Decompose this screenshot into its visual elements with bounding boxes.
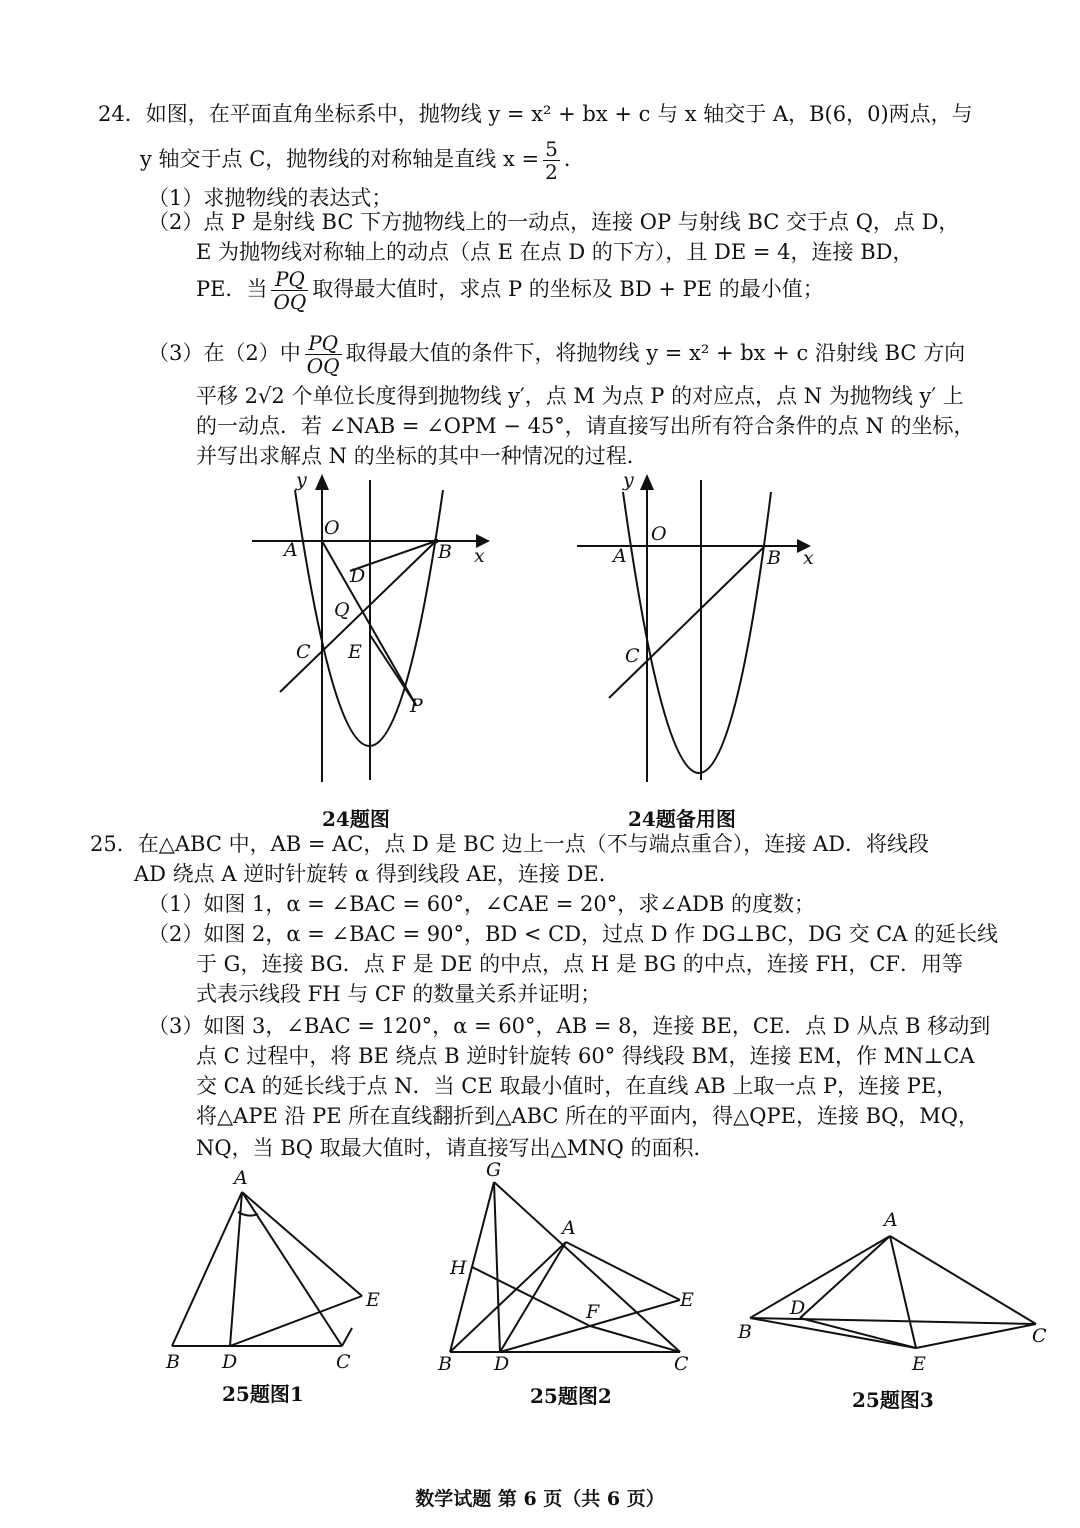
label-d: D bbox=[790, 1297, 806, 1319]
fraction-numerator: PQ bbox=[305, 332, 342, 355]
segment-ae bbox=[242, 1192, 362, 1296]
y-axis-arrow bbox=[315, 474, 329, 490]
fraction-pq-over-oq bbox=[271, 268, 308, 313]
q24-backup-figure-caption: 24题备用图 bbox=[628, 807, 736, 831]
label-o: O bbox=[651, 523, 667, 545]
label-d: D bbox=[494, 1353, 510, 1375]
q24-figure-backup bbox=[565, 470, 865, 790]
segment-ce bbox=[342, 1328, 352, 1346]
q25-figure-1 bbox=[160, 1167, 390, 1373]
q25-figure-3-caption: 25题图3 bbox=[852, 1388, 934, 1412]
q24-stem-line2 bbox=[140, 138, 585, 183]
q25-part3-line2: 点 C 过程中，将 BE 绕点 B 逆时针旋转 60° 得线段 BM，连接 EM，作 MN⊥CA bbox=[196, 1044, 975, 1068]
label-e: E bbox=[348, 641, 362, 663]
label-a: A bbox=[613, 545, 627, 567]
q25-part2-line3: 式表示线段 FH 与 CF 的数量关系并证明； bbox=[196, 982, 602, 1006]
label-a: A bbox=[562, 1217, 576, 1239]
q24-part3-line4: 并写出求解点 N 的坐标的其中一种情况的过程． bbox=[196, 444, 648, 468]
segment-ae bbox=[890, 1236, 916, 1348]
label-a: A bbox=[884, 1209, 898, 1231]
fraction-pq-over-oq bbox=[305, 332, 342, 377]
q24-part1: （1）求抛物线的表达式； bbox=[148, 186, 393, 210]
fraction-denominator: 2 bbox=[545, 160, 558, 184]
label-a: A bbox=[234, 1167, 248, 1189]
segment-ac bbox=[890, 1236, 1036, 1324]
segment-de bbox=[800, 1318, 916, 1348]
segment-ce bbox=[916, 1324, 1036, 1348]
q25-figure-2-caption: 25题图2 bbox=[530, 1384, 612, 1408]
q24-part2-line2: E 为抛物线对称轴上的动点（点 E 在点 D 的下方），且 DE = 4，连接 BD， bbox=[196, 240, 914, 264]
segment-ad bbox=[800, 1236, 890, 1318]
segment-be bbox=[750, 1318, 916, 1348]
fraction-numerator: 5 bbox=[545, 137, 558, 161]
q25-part3-line5: NQ，当 BQ 取最大值时，请直接写出△MNQ 的面积． bbox=[196, 1136, 715, 1160]
parabola bbox=[623, 492, 771, 773]
q25-figure-2 bbox=[434, 1160, 704, 1380]
q24-part3-line1 bbox=[148, 332, 965, 377]
label-e: E bbox=[912, 1353, 926, 1375]
q24-stem-line1: 24．如图，在平面直角坐标系中，抛物线 y = x² + bx + c 与 x 轴交于 A，B(6，0)两点，与 bbox=[98, 102, 973, 126]
q25-part3-line4: 将△APE 沿 PE 所在直线翻折到△ABC 所在的平面内，得△QPE，连接 BQ，MQ， bbox=[196, 1104, 980, 1128]
segment-gd bbox=[494, 1182, 500, 1352]
label-b: B bbox=[438, 1353, 452, 1375]
fraction-5-over-2 bbox=[543, 138, 560, 183]
q24-part3-line3: 的一动点．若 ∠NAB = ∠OPM − 45°，请直接写出所有符合条件的点 N 的坐标， bbox=[196, 414, 975, 438]
label-y: y bbox=[296, 469, 307, 491]
q25-figure-1-caption: 25题图1 bbox=[222, 1382, 304, 1406]
label-b: B bbox=[738, 1321, 752, 1343]
q25-part3-line1: （3）如图 3，∠BAC = 120°，α = 60°，AB = 8，连接 BE，CE．点 D 从点 B 移动到 bbox=[148, 1014, 991, 1038]
segment-ae bbox=[566, 1242, 680, 1300]
label-e: E bbox=[680, 1289, 694, 1311]
q25-stem-line1: 25．在△ABC 中，AB = AC，点 D 是 BC 边上一点（不与端点重合），连接 AD．将线段 bbox=[90, 832, 929, 856]
line-bc bbox=[280, 541, 436, 692]
q25-part1: （1）如图 1，α = ∠BAC = 60°，∠CAE = 20°，求∠ADB 的度数； bbox=[148, 892, 815, 916]
label-b: B bbox=[166, 1351, 180, 1373]
label-d: D bbox=[222, 1351, 238, 1373]
label-c: C bbox=[625, 645, 640, 667]
segment-ab bbox=[450, 1242, 566, 1352]
q24-stem-line2-text: y 轴交于点 C，抛物线的对称轴是直线 x = bbox=[140, 147, 540, 171]
q24-part3-line1-end: 取得最大值的条件下，将抛物线 y = x² + bx + c 沿射线 BC 方向 bbox=[345, 341, 966, 365]
q25-stem-line2: AD 绕点 A 逆时针旋转 α 得到线段 AE，连接 DE． bbox=[134, 862, 620, 886]
q24-part2-line3 bbox=[196, 268, 824, 313]
segment-ab bbox=[750, 1236, 890, 1318]
label-y: y bbox=[623, 469, 634, 491]
label-f: F bbox=[586, 1301, 600, 1323]
q24-figure-main bbox=[240, 470, 540, 790]
label-q: Q bbox=[334, 599, 350, 621]
label-c: C bbox=[336, 1351, 351, 1373]
label-h: H bbox=[450, 1257, 467, 1279]
label-c: C bbox=[674, 1353, 689, 1375]
label-p: P bbox=[410, 695, 423, 717]
label-b: B bbox=[438, 541, 452, 563]
q24-part3-line2: 平移 2√2 个单位长度得到抛物线 y′，点 M 为点 P 的对应点，点 N 为抛物线 y′ 上 bbox=[196, 384, 964, 408]
label-x: x bbox=[474, 545, 485, 567]
q24-part3-line1-start: （3）在（2）中 bbox=[148, 341, 301, 365]
fraction-numerator: PQ bbox=[271, 268, 308, 291]
q25-part2-line1: （2）如图 2，α = ∠BAC = 90°，BD < CD，过点 D 作 DG⊥BC，DG 交 CA 的延长线 bbox=[148, 922, 999, 946]
label-o: O bbox=[324, 517, 340, 539]
label-a: A bbox=[284, 539, 298, 561]
label-x: x bbox=[803, 547, 814, 569]
label-b: B bbox=[767, 547, 781, 569]
label-c: C bbox=[1032, 1325, 1047, 1347]
fraction-denominator: OQ bbox=[273, 290, 307, 314]
q25-part2-line2: 于 G，连接 BG．点 F 是 DE 的中点，点 H 是 BG 的中点，连接 FH，CF．用等 bbox=[196, 952, 963, 976]
label-e: E bbox=[366, 1289, 380, 1311]
q24-part2-line3-end: 取得最大值时，求点 P 的坐标及 BD + PE 的最小值； bbox=[312, 277, 824, 301]
q24-figure-caption: 24题图 bbox=[322, 807, 390, 831]
fraction-denominator: OQ bbox=[306, 354, 340, 378]
label-c: C bbox=[296, 641, 311, 663]
q24-part2-line1: （2）点 P 是射线 BC 下方抛物线上的一动点，连接 OP 与射线 BC 交于点 Q，点 D， bbox=[148, 210, 960, 234]
q25-figure-3 bbox=[738, 1210, 1058, 1380]
q24-stem-line2-end: ． bbox=[563, 147, 585, 171]
q25-part3-line3: 交 CA 的延长线于点 N．当 CE 取最小值时，在直线 AB 上取一点 P，连接 PE， bbox=[196, 1074, 958, 1098]
label-d: D bbox=[350, 565, 366, 587]
q24-part2-line3-start: PE．当 bbox=[196, 277, 268, 301]
label-g: G bbox=[486, 1159, 502, 1181]
page-footer: 数学试题 第 6 页（共 6 页） bbox=[415, 1488, 665, 1510]
y-axis-arrow bbox=[640, 474, 654, 490]
segment-de bbox=[230, 1296, 362, 1346]
